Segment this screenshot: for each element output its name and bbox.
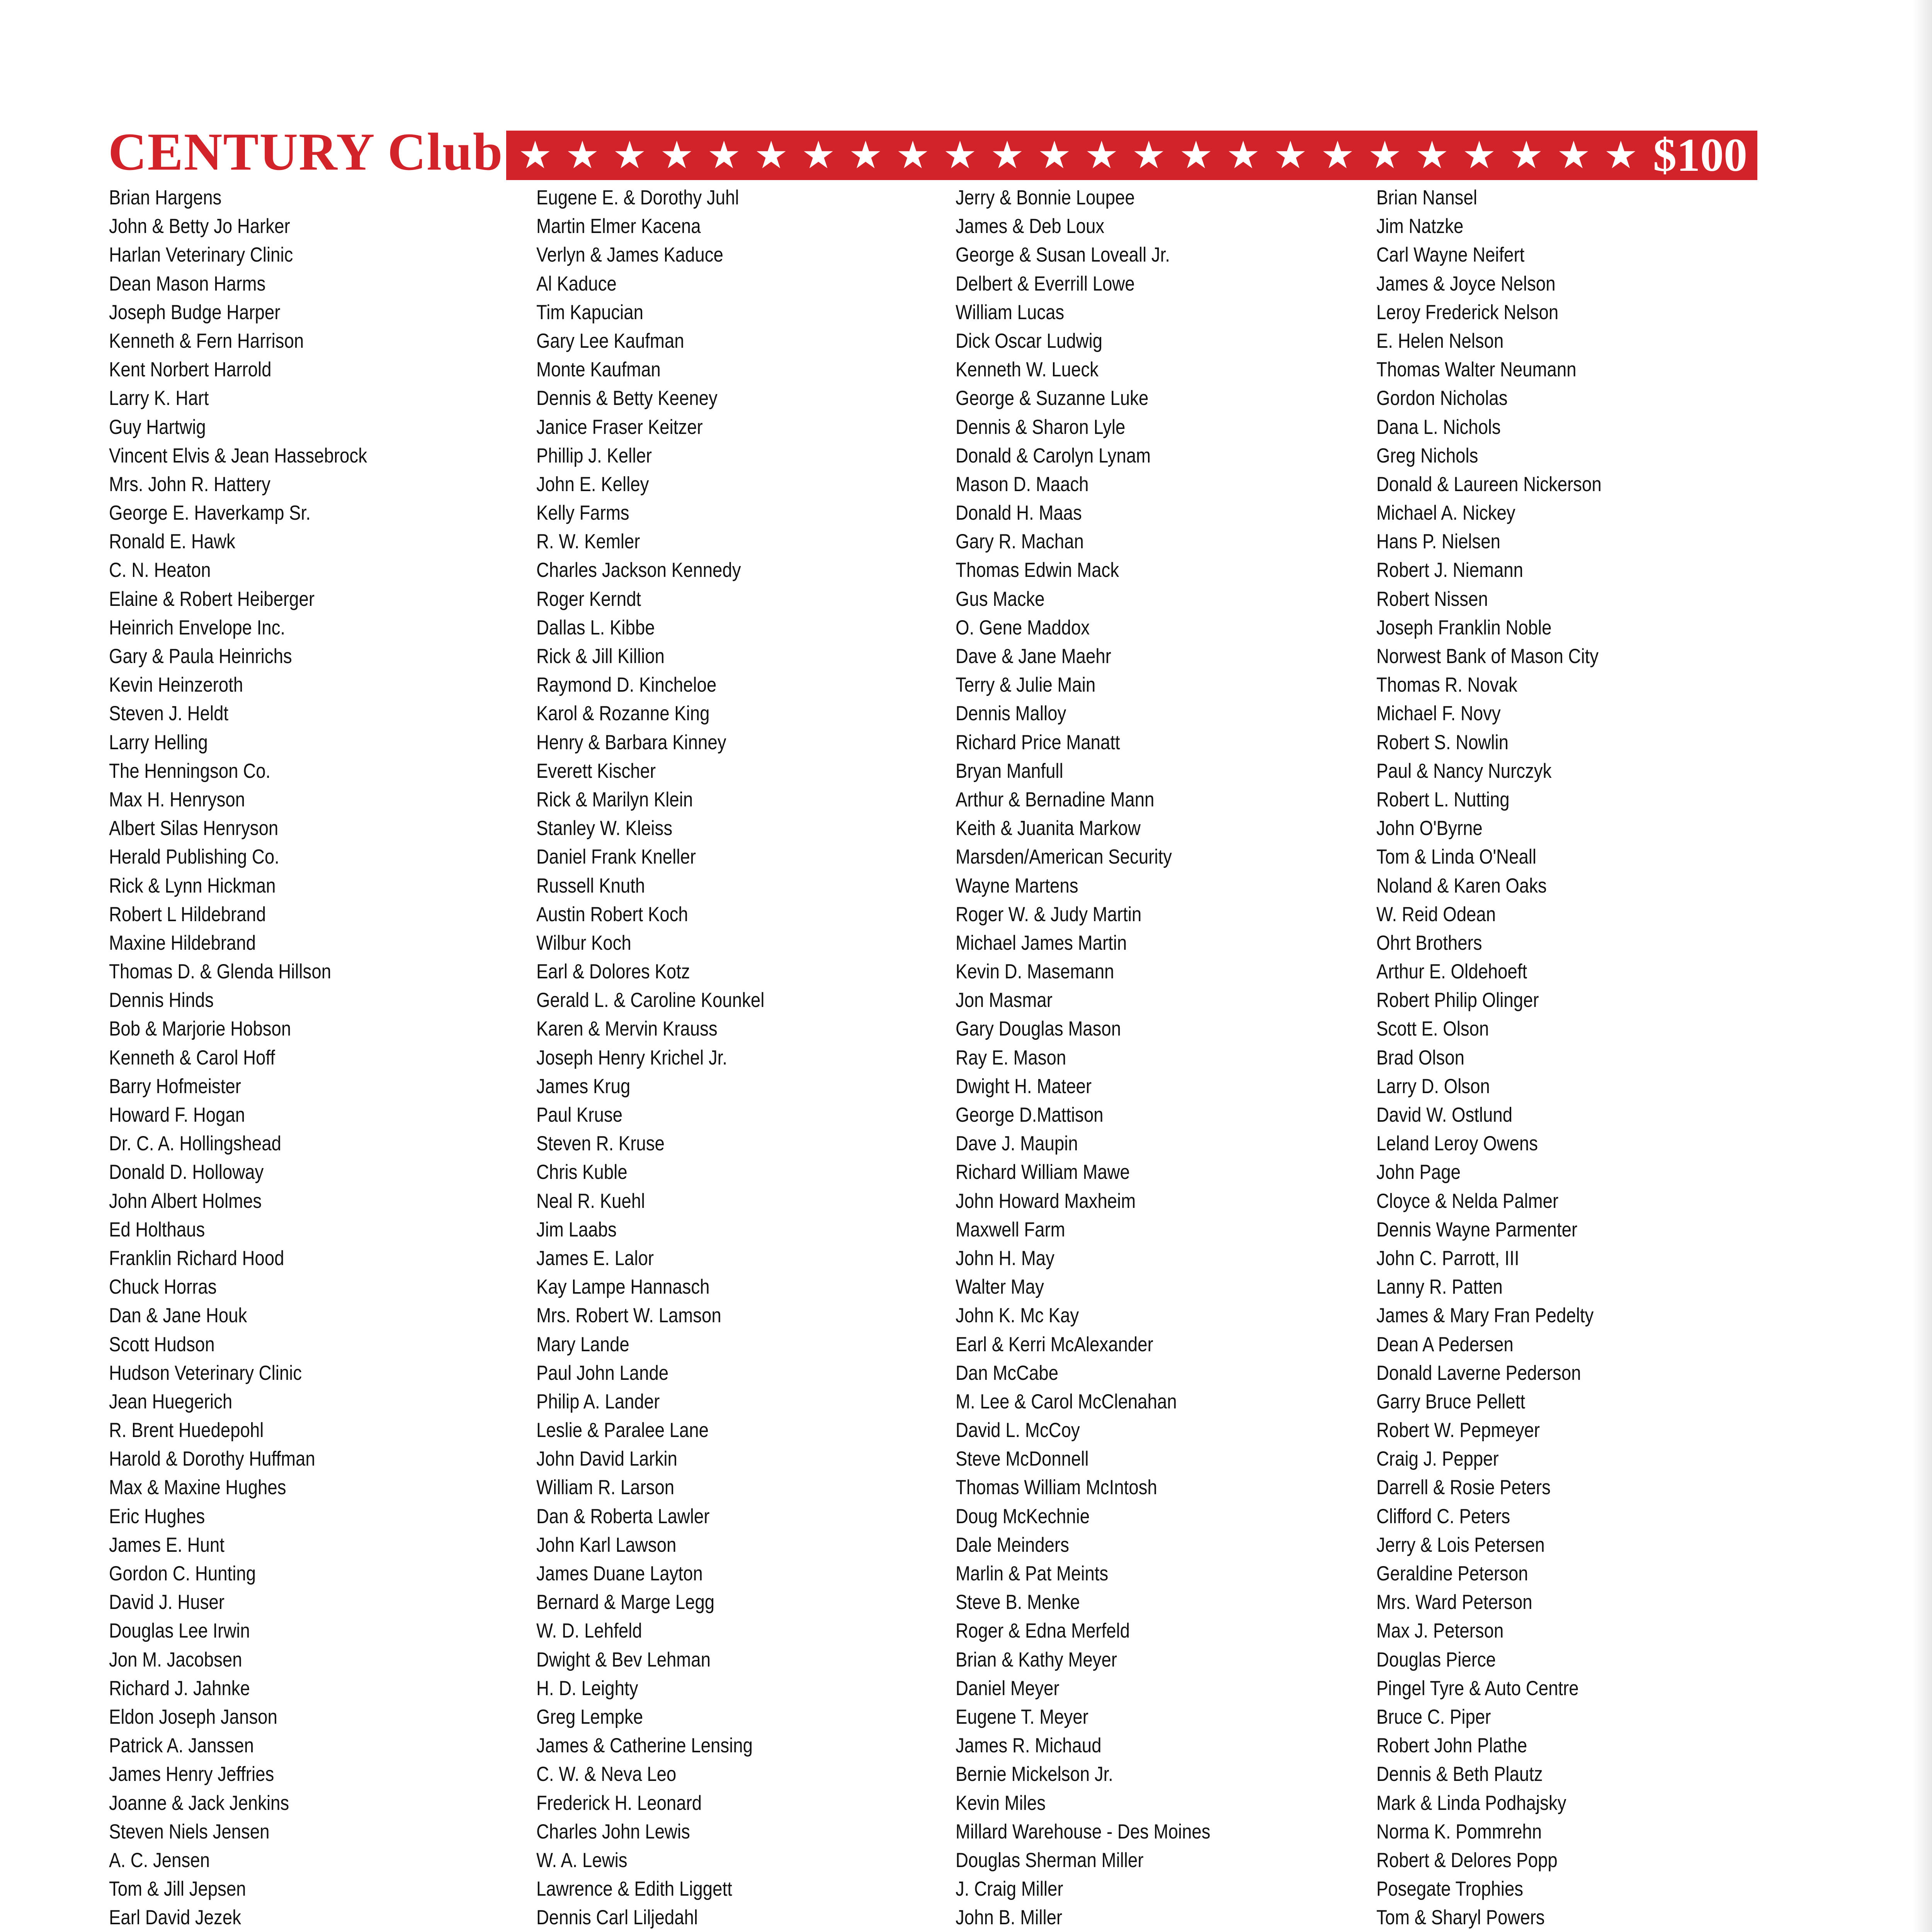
donor-name: Gordon Nicholas	[1376, 387, 1508, 410]
donor-name: Neal R. Kuehl	[536, 1189, 645, 1213]
donor-name: Lawrence & Edith Liggett	[536, 1878, 732, 1901]
donor-name: Pingel Tyre & Auto Centre	[1376, 1677, 1579, 1700]
donor-name: John E. Kelley	[536, 473, 649, 496]
section-title: CENTURY Club	[108, 122, 503, 181]
donor-name: Dale Meinders	[956, 1533, 1069, 1556]
donor-name: Dennis Wayne Parmenter	[1376, 1218, 1578, 1241]
donor-name: John Page	[1376, 1161, 1461, 1184]
donor-name: Mason D. Maach	[956, 473, 1089, 496]
donor-name: Gary R. Machan	[956, 530, 1084, 553]
donor-name: Noland & Karen Oaks	[1376, 874, 1547, 897]
donor-name: Mrs. Robert W. Lamson	[536, 1304, 721, 1327]
donor-name: Mark & Linda Podhajsky	[1376, 1791, 1566, 1815]
donor-name: Kent Norbert Harrold	[109, 358, 272, 381]
donor-name: Robert Nissen	[1376, 587, 1488, 611]
donor-name: Robert W. Pepmeyer	[1376, 1419, 1540, 1442]
header-star-band	[506, 131, 1757, 180]
donor-name: Greg Lempke	[536, 1705, 643, 1728]
donor-name: Roger W. & Judy Martin	[956, 903, 1142, 926]
donor-name: Paul John Lande	[536, 1361, 669, 1384]
donor-name: Gary Douglas Mason	[956, 1017, 1121, 1041]
donor-name: Larry D. Olson	[1376, 1075, 1490, 1098]
donor-name: William R. Larson	[536, 1476, 675, 1499]
donor-name: Dan & Roberta Lawler	[536, 1505, 710, 1528]
donor-name: E. Helen Nelson	[1376, 329, 1504, 352]
donor-name: Al Kaduce	[536, 272, 617, 295]
donor-name: Michael F. Novy	[1376, 702, 1501, 725]
donor-name: Walter May	[956, 1276, 1044, 1299]
star-icon: ★	[612, 133, 647, 177]
donor-name: Earl & Kerri McAlexander	[956, 1333, 1153, 1356]
donor-name: Scott E. Olson	[1376, 1017, 1489, 1041]
donor-name: Steve McDonnell	[956, 1447, 1089, 1471]
star-icon: ★	[518, 133, 552, 177]
donor-name: John Albert Holmes	[109, 1189, 262, 1213]
donor-name: Howard F. Hogan	[109, 1104, 245, 1126]
donor-name: John Howard Maxheim	[956, 1189, 1136, 1213]
donor-name: Dean Mason Harms	[109, 272, 266, 295]
donor-name: Daniel Meyer	[956, 1677, 1060, 1700]
donor-name: Greg Nichols	[1376, 444, 1478, 467]
donor-name: Jon Masmar	[956, 989, 1053, 1012]
donor-name: John H. May	[956, 1247, 1054, 1270]
donor-name: George D.Mattison	[956, 1104, 1104, 1126]
donor-name: Dallas L. Kibbe	[536, 616, 655, 639]
star-icon: ★	[707, 133, 741, 177]
donor-name: Elaine & Robert Heiberger	[109, 587, 315, 611]
donor-name: Earl David Jezek	[109, 1906, 241, 1929]
donor-name: Brian Nansel	[1376, 186, 1477, 209]
donor-name: Stanley W. Kleiss	[536, 817, 673, 840]
donor-name: Kenneth & Carol Hoff	[109, 1046, 275, 1069]
donor-name: Eugene E. & Dorothy Juhl	[536, 186, 739, 209]
donor-name: W. Reid Odean	[1376, 903, 1496, 926]
star-icon: ★	[754, 133, 788, 177]
donor-name: Keith & Juanita Markow	[956, 817, 1141, 840]
donor-name: Donald & Laureen Nickerson	[1376, 473, 1602, 496]
donor-name: Millard Warehouse - Des Moines	[956, 1820, 1211, 1843]
donor-name: Larry K. Hart	[109, 387, 209, 410]
donor-name: Eldon Joseph Janson	[109, 1705, 277, 1728]
star-icon: ★	[849, 133, 883, 177]
donor-name: Donald D. Holloway	[109, 1161, 264, 1184]
donor-name: Tom & Jill Jepsen	[109, 1878, 246, 1901]
donor-name: Robert J. Niemann	[1376, 559, 1523, 582]
donor-name: Douglas Sherman Miller	[956, 1849, 1144, 1872]
donor-name: Bruce C. Piper	[1376, 1705, 1491, 1728]
donor-name: Robert S. Nowlin	[1376, 731, 1509, 754]
donor-name: Ohrt Brothers	[1376, 931, 1482, 954]
donor-name: Ray E. Mason	[956, 1046, 1066, 1069]
donor-name: James & Joyce Nelson	[1376, 272, 1556, 295]
donor-name: Raymond D. Kincheloe	[536, 673, 717, 697]
donor-name: Robert John Plathe	[1376, 1734, 1527, 1757]
name-column-4	[1376, 184, 1778, 1932]
donor-name: Janice Fraser Keitzer	[536, 415, 703, 439]
donor-name: Dennis Hinds	[109, 989, 214, 1012]
donor-name: Douglas Lee Irwin	[109, 1619, 250, 1643]
donor-name: Everett Kischer	[536, 759, 656, 782]
donor-name: Carl Wayne Neifert	[1376, 243, 1525, 267]
section-header	[108, 123, 1757, 181]
donor-name: William Lucas	[956, 301, 1065, 324]
donor-name: Dwight H. Mateer	[956, 1075, 1092, 1098]
donor-name: David J. Huser	[109, 1591, 224, 1614]
donor-name: Brian Hargens	[109, 186, 222, 209]
donor-name: John K. Mc Kay	[956, 1304, 1079, 1327]
donor-name: Dennis & Betty Keeney	[536, 387, 718, 410]
donor-name: Norma K. Pommrehn	[1376, 1820, 1542, 1843]
star-icon: ★	[1132, 133, 1166, 177]
donor-name: Dr. C. A. Hollingshead	[109, 1132, 281, 1155]
donor-name: Dwight & Bev Lehman	[536, 1648, 711, 1671]
donor-name: Hudson Veterinary Clinic	[109, 1361, 302, 1384]
star-icon: ★	[990, 133, 1024, 177]
donor-name: Philip A. Lander	[536, 1390, 660, 1413]
donor-name: Tim Kapucian	[536, 301, 643, 324]
donor-name: Karen & Mervin Krauss	[536, 1017, 718, 1041]
donor-name: Leland Leroy Owens	[1376, 1132, 1538, 1155]
donor-name: George & Suzanne Luke	[956, 387, 1149, 410]
donor-name: Dan McCabe	[956, 1361, 1059, 1384]
donor-name: James Duane Layton	[536, 1562, 703, 1585]
star-icon: ★	[801, 133, 835, 177]
donor-name: Michael A. Nickey	[1376, 502, 1515, 525]
donor-name: Michael James Martin	[956, 931, 1127, 954]
donor-name: Dick Oscar Ludwig	[956, 329, 1102, 352]
donor-name: Robert L. Nutting	[1376, 788, 1510, 811]
donor-name: O. Gene Maddox	[956, 616, 1090, 639]
donor-name: Leslie & Paralee Lane	[536, 1419, 709, 1442]
donor-name: Daniel Frank Kneller	[536, 845, 696, 869]
donor-name: Marsden/American Security	[956, 845, 1172, 869]
donor-name: Eric Hughes	[109, 1505, 205, 1528]
donor-name: Dave J. Maupin	[956, 1132, 1078, 1155]
star-icon: ★	[1226, 133, 1260, 177]
donor-name: Karol & Rozanne King	[536, 702, 710, 725]
donor-name: Joanne & Jack Jenkins	[109, 1791, 289, 1815]
star-icon: ★	[660, 133, 694, 177]
donor-name: Guy Hartwig	[109, 415, 206, 439]
donor-name: Joseph Franklin Noble	[1376, 616, 1552, 639]
donor-name: Monte Kaufman	[536, 358, 661, 381]
donor-name: Steven Niels Jensen	[109, 1820, 270, 1843]
donor-name: Jon M. Jacobsen	[109, 1648, 242, 1671]
star-icon: ★	[565, 133, 600, 177]
donor-name: Jim Laabs	[536, 1218, 617, 1241]
donor-name: Jerry & Lois Petersen	[1376, 1533, 1545, 1556]
donor-name: David L. McCoy	[956, 1419, 1080, 1442]
donor-name: James E. Lalor	[536, 1247, 654, 1270]
donor-name: Terry & Julie Main	[956, 673, 1096, 697]
donor-name: Eugene T. Meyer	[956, 1705, 1088, 1728]
donor-name: W. D. Lehfeld	[536, 1619, 642, 1643]
donor-name: Dan & Jane Houk	[109, 1304, 247, 1327]
donor-name: Harold & Dorothy Huffman	[109, 1447, 315, 1471]
donor-name: R. Brent Huedepohl	[109, 1419, 264, 1442]
donor-name: Paul Kruse	[536, 1104, 622, 1126]
donor-name: David W. Ostlund	[1376, 1104, 1513, 1126]
donor-name: Scott Hudson	[109, 1333, 215, 1356]
donor-name: A. C. Jensen	[109, 1849, 210, 1872]
donor-name: Barry Hofmeister	[109, 1075, 241, 1098]
donor-name: Arthur & Bernadine Mann	[956, 788, 1155, 811]
donor-name: J. Craig Miller	[956, 1878, 1063, 1901]
star-icon: ★	[896, 133, 930, 177]
donor-name: Richard J. Jahnke	[109, 1677, 250, 1700]
donor-name: H. D. Leighty	[536, 1677, 638, 1700]
name-column-1	[109, 184, 511, 1932]
donor-name: Richard Price Manatt	[956, 731, 1120, 754]
donor-name: Harlan Veterinary Clinic	[109, 243, 293, 267]
donor-name: Max & Maxine Hughes	[109, 1476, 286, 1499]
donor-name: Steven R. Kruse	[536, 1132, 665, 1155]
donor-name: James R. Michaud	[956, 1734, 1102, 1757]
star-icon: ★	[1179, 133, 1213, 177]
donor-name: Kevin Heinzeroth	[109, 673, 243, 697]
donor-name: C. W. & Neva Leo	[536, 1763, 677, 1786]
donor-name: Heinrich Envelope Inc.	[109, 616, 286, 639]
donor-name: Thomas Walter Neumann	[1376, 358, 1577, 381]
donor-name: Roger Kerndt	[536, 587, 641, 611]
donor-name: Paul & Nancy Nurczyk	[1376, 759, 1552, 782]
donor-name: Dennis Carl Liljedahl	[536, 1906, 698, 1929]
donor-name: Thomas R. Novak	[1376, 673, 1517, 697]
donor-name: Arthur E. Oldehoeft	[1376, 960, 1527, 983]
name-column-3	[956, 184, 1357, 1932]
donor-name: Thomas William McIntosh	[956, 1476, 1157, 1499]
donor-name: Roger & Edna Merfeld	[956, 1619, 1130, 1643]
donor-name: Jean Huegerich	[109, 1390, 233, 1413]
donor-name: Kenneth W. Lueck	[956, 358, 1099, 381]
donor-name: Hans P. Nielsen	[1376, 530, 1500, 553]
donor-name: Tom & Sharyl Powers	[1376, 1906, 1545, 1929]
donor-name: Earl & Dolores Kotz	[536, 960, 690, 983]
donor-name: James & Deb Loux	[956, 215, 1105, 238]
donor-name: Gordon C. Hunting	[109, 1562, 256, 1585]
donor-name: Franklin Richard Hood	[109, 1247, 284, 1270]
donor-name: Wilbur Koch	[536, 931, 631, 954]
donor-name: George & Susan Loveall Jr.	[956, 243, 1170, 267]
donor-name: Verlyn & James Kaduce	[536, 243, 723, 267]
donor-name: Jerry & Bonnie Loupee	[956, 186, 1135, 209]
star-icon: ★	[1462, 133, 1497, 177]
donor-name: Max H. Henryson	[109, 788, 245, 811]
donor-name: R. W. Kemler	[536, 530, 640, 553]
donor-name: Chuck Horras	[109, 1276, 217, 1299]
donor-name: Austin Robert Koch	[536, 903, 688, 926]
donor-name: Richard William Mawe	[956, 1161, 1130, 1184]
page-edge-shadow	[1913, 0, 1932, 1932]
donor-name: Robert & Delores Popp	[1376, 1849, 1558, 1872]
donor-name: Larry Helling	[109, 731, 208, 754]
donor-name: James Krug	[536, 1075, 631, 1098]
donor-name: Bryan Manfull	[956, 759, 1063, 782]
donor-name: John & Betty Jo Harker	[109, 215, 290, 238]
star-icon: ★	[1367, 133, 1402, 177]
donor-name: Mrs. Ward Peterson	[1376, 1591, 1532, 1614]
star-icon: ★	[1037, 133, 1071, 177]
donor-name: The Henningson Co.	[109, 759, 271, 782]
donor-name: Gary & Paula Heinrichs	[109, 645, 292, 668]
donor-name: Norwest Bank of Mason City	[1376, 645, 1599, 668]
donor-name: James E. Hunt	[109, 1533, 224, 1556]
donor-name: Joseph Henry Krichel Jr.	[536, 1046, 728, 1069]
donor-name: Donald H. Maas	[956, 502, 1082, 525]
donor-name: Kevin Miles	[956, 1791, 1046, 1815]
donor-name: Lanny R. Patten	[1376, 1276, 1503, 1299]
donor-name: Ronald E. Hawk	[109, 530, 235, 553]
star-icon: ★	[1415, 133, 1449, 177]
donor-name: Frederick H. Leonard	[536, 1791, 702, 1815]
donor-name: Maxwell Farm	[956, 1218, 1065, 1241]
donor-name: Donald & Carolyn Lynam	[956, 444, 1151, 467]
donor-name: Darrell & Rosie Peters	[1376, 1476, 1551, 1499]
donor-name: John B. Miller	[956, 1906, 1063, 1929]
donor-name: Vincent Elvis & Jean Hassebrock	[109, 444, 367, 467]
donor-name: Kay Lampe Hannasch	[536, 1276, 710, 1299]
donor-name: Robert Philip Olinger	[1376, 989, 1539, 1012]
donor-name: Gary Lee Kaufman	[536, 329, 684, 352]
donor-name: Douglas Pierce	[1376, 1648, 1496, 1671]
star-icon: ★	[1320, 133, 1355, 177]
donor-name: Brad Olson	[1376, 1046, 1465, 1069]
donor-name: Joseph Budge Harper	[109, 301, 281, 324]
donor-name: Bob & Marjorie Hobson	[109, 1017, 291, 1041]
donor-name: Dana L. Nichols	[1376, 415, 1501, 439]
donor-name: Kelly Farms	[536, 502, 629, 525]
donor-name: James Henry Jeffries	[109, 1763, 274, 1786]
donor-name: Clifford C. Peters	[1376, 1505, 1510, 1528]
donor-name: M. Lee & Carol McClenahan	[956, 1390, 1177, 1413]
donor-name: Posegate Trophies	[1376, 1878, 1524, 1901]
donor-name: Wayne Martens	[956, 874, 1078, 897]
donor-name: Charles John Lewis	[536, 1820, 690, 1843]
donor-name: Gerald L. & Caroline Kounkel	[536, 989, 765, 1012]
donor-name: Steve B. Menke	[956, 1591, 1080, 1614]
star-row	[506, 133, 1650, 177]
donor-name: Dennis & Beth Plautz	[1376, 1763, 1543, 1786]
donor-name: Dean A Pedersen	[1376, 1333, 1514, 1356]
donor-name: Delbert & Everrill Lowe	[956, 272, 1135, 295]
donor-name: Brian & Kathy Meyer	[956, 1648, 1117, 1671]
donor-name: Leroy Frederick Nelson	[1376, 301, 1559, 324]
donor-name: Kenneth & Fern Harrison	[109, 329, 304, 352]
donor-name: John O'Byrne	[1376, 817, 1483, 840]
donor-name: Jim Natzke	[1376, 215, 1464, 238]
name-column-2	[536, 184, 938, 1932]
donor-name: Rick & Jill Killion	[536, 645, 665, 668]
donor-name: Marlin & Pat Meints	[956, 1562, 1109, 1585]
star-icon: ★	[943, 133, 977, 177]
donor-name: Rick & Lynn Hickman	[109, 874, 276, 897]
donor-name: Steven J. Heldt	[109, 702, 229, 725]
donor-name: John David Larkin	[536, 1447, 677, 1471]
donor-name: Russell Knuth	[536, 874, 645, 897]
donor-name: Bernard & Marge Legg	[536, 1591, 715, 1614]
donor-name: Charles Jackson Kennedy	[536, 559, 741, 582]
donor-name: Chris Kuble	[536, 1161, 628, 1184]
donor-name: Donald Laverne Pederson	[1376, 1361, 1581, 1384]
donor-name: Dennis & Sharon Lyle	[956, 415, 1126, 439]
donor-name: Martin Elmer Kacena	[536, 215, 701, 238]
donor-name: Herald Publishing Co.	[109, 845, 279, 869]
donor-name: Mary Lande	[536, 1333, 629, 1356]
donor-name: Gus Macke	[956, 587, 1045, 611]
donor-name: Thomas Edwin Mack	[956, 559, 1119, 582]
donor-name: George E. Haverkamp Sr.	[109, 502, 311, 525]
donor-name: Henry & Barbara Kinney	[536, 731, 726, 754]
donor-name: W. A. Lewis	[536, 1849, 628, 1872]
donor-name: Robert L Hildebrand	[109, 903, 266, 926]
donor-name: Dave & Jane Maehr	[956, 645, 1111, 668]
donor-name: Craig J. Pepper	[1376, 1447, 1499, 1471]
donor-name: Maxine Hildebrand	[109, 931, 256, 954]
donor-name: Bernie Mickelson Jr.	[956, 1763, 1113, 1786]
donor-name: Cloyce & Nelda Palmer	[1376, 1189, 1559, 1213]
donor-name: Thomas D. & Glenda Hillson	[109, 960, 332, 983]
donor-name: Rick & Marilyn Klein	[536, 788, 693, 811]
star-icon: ★	[1509, 133, 1544, 177]
donor-name: Kevin D. Masemann	[956, 960, 1114, 983]
donor-name: Max J. Peterson	[1376, 1619, 1504, 1643]
star-icon: ★	[1273, 133, 1308, 177]
star-icon: ★	[1604, 133, 1638, 177]
donor-name: James & Mary Fran Pedelty	[1376, 1304, 1594, 1327]
donor-name: Dennis Malloy	[956, 702, 1066, 725]
donor-name: Albert Silas Henryson	[109, 817, 279, 840]
donor-name: Geraldine Peterson	[1376, 1562, 1528, 1585]
star-icon: ★	[1085, 133, 1119, 177]
donor-name: John C. Parrott, III	[1376, 1247, 1519, 1270]
donor-name: Patrick A. Janssen	[109, 1734, 254, 1757]
donor-name: Garry Bruce Pellett	[1376, 1390, 1526, 1413]
donation-level: $100	[1653, 129, 1747, 181]
donor-name: Doug McKechnie	[956, 1505, 1090, 1528]
donor-name: Ed Holthaus	[109, 1218, 205, 1241]
donor-name: Mrs. John R. Hattery	[109, 473, 270, 496]
donor-name: Tom & Linda O'Neall	[1376, 845, 1537, 869]
star-icon: ★	[1556, 133, 1591, 177]
donor-name: James & Catherine Lensing	[536, 1734, 753, 1757]
donor-name: C. N. Heaton	[109, 559, 211, 582]
donor-name: John Karl Lawson	[536, 1533, 677, 1556]
donor-name: Phillip J. Keller	[536, 444, 652, 467]
